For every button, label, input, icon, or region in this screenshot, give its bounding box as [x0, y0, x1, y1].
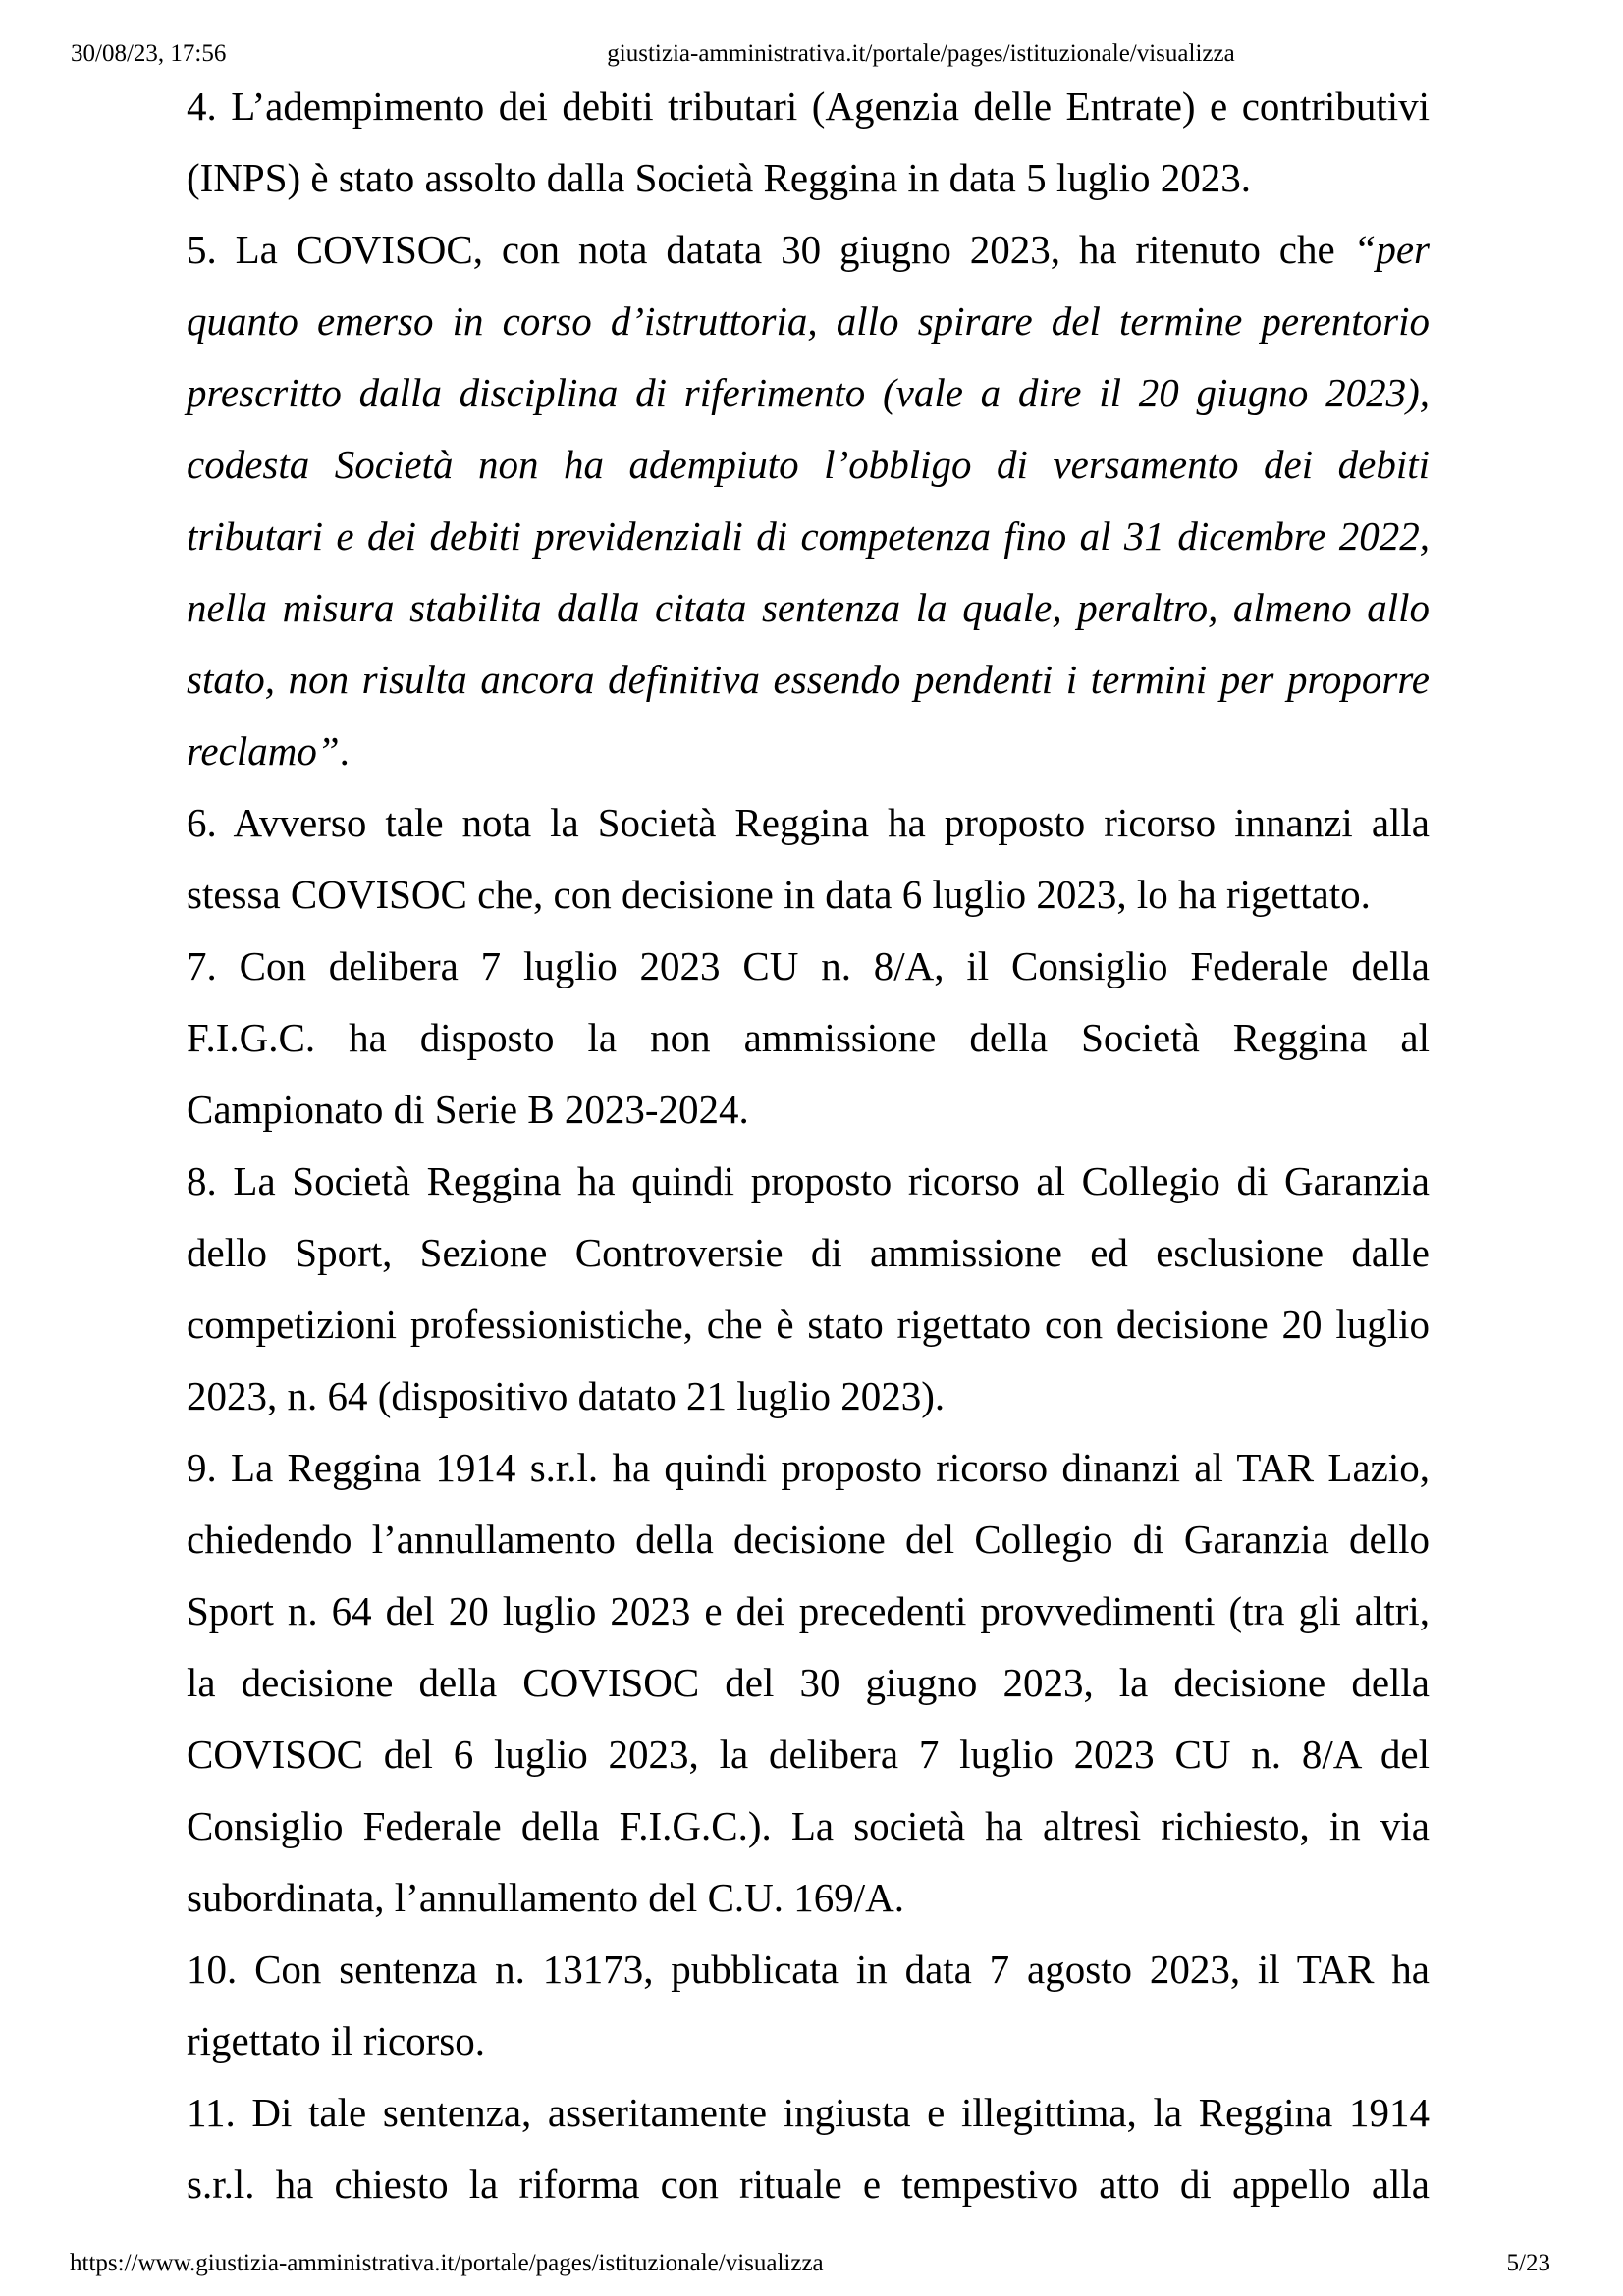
text-line — [187, 2005, 1430, 2077]
paragraph-4 — [187, 71, 1430, 214]
text-segment: 4. L’adempimento dei debiti tributari (Agenzia delle Entrate) e contributivi — [187, 83, 1430, 129]
text-segment: 10. Con sentenza n. 13173, pubblicata in data 7 agosto 2023, il TAR ha — [187, 1947, 1430, 1992]
text-segment: la decisione della COVISOC del 30 giugno 2023, la decisione della — [187, 1660, 1430, 1705]
text-segment: 11. Di tale sentenza, asseritamente ingiusta e illegittima, la Reggina 1914 — [187, 2090, 1430, 2135]
text-line — [187, 214, 1430, 286]
text-line — [187, 142, 1430, 214]
text-line — [187, 501, 1430, 572]
text-line — [187, 644, 1430, 716]
text-line — [187, 2149, 1430, 2220]
text-line — [187, 787, 1430, 859]
text-line — [187, 1504, 1430, 1575]
text-line — [187, 1074, 1430, 1146]
italic-text-segment: stato, non risulta ancora definitiva essendo pendenti i termini per proporre — [187, 657, 1430, 702]
text-line — [187, 1647, 1430, 1719]
paragraph-10 — [187, 1934, 1430, 2077]
italic-text-segment: nella misura stabilita dalla citata sentenza la quale, peraltro, almeno allo — [187, 585, 1430, 630]
paragraph-7 — [187, 931, 1430, 1146]
text-segment: dello Sport, Sezione Controversie di ammissione ed esclusione dalle — [187, 1230, 1430, 1275]
print-header-url: giustizia-amministrativa.it/portale/pages/istituzionale/visualizza — [607, 40, 1235, 67]
paragraph-5 — [187, 214, 1430, 787]
text-segment: F.I.G.C. ha disposto la non ammissione della Società Reggina al — [187, 1015, 1430, 1060]
text-line — [187, 716, 1430, 787]
text-line — [187, 1862, 1430, 1934]
document-body — [187, 71, 1430, 2220]
text-line — [187, 71, 1430, 142]
text-line — [187, 1002, 1430, 1074]
text-segment: (INPS) è stato assolto dalla Società Reggina in data 5 luglio 2023. — [187, 155, 1252, 200]
text-segment: Sport n. 64 del 20 luglio 2023 e dei precedenti provvedimenti (tra gli altri, — [187, 1588, 1430, 1633]
text-line — [187, 931, 1430, 1002]
italic-text-segment: “per — [1353, 227, 1430, 272]
text-line — [187, 1146, 1430, 1217]
text-line — [187, 1432, 1430, 1504]
text-segment: 2023, n. 64 (dispositivo datato 21 luglio 2023). — [187, 1373, 946, 1418]
paragraph-11 — [187, 2077, 1430, 2220]
text-segment: competizioni professionistiche, che è stato rigettato con decisione 20 luglio — [187, 1302, 1430, 1347]
text-segment: rigettato il ricorso. — [187, 2018, 485, 2063]
text-segment: 5. La COVISOC, con nota datata 30 giugno 2023, ha ritenuto che — [187, 227, 1354, 272]
text-line — [187, 572, 1430, 644]
text-line — [187, 1719, 1430, 1790]
text-segment: Consiglio Federale della F.I.G.C.). La società ha altresì richiesto, in via — [187, 1803, 1430, 1848]
text-line — [187, 357, 1430, 429]
text-segment: 7. Con delibera 7 luglio 2023 CU n. 8/A, il Consiglio Federale della — [187, 943, 1430, 988]
paragraph-9 — [187, 1432, 1430, 1934]
text-segment: COVISOC del 6 luglio 2023, la delibera 7 luglio 2023 CU n. 8/A del — [187, 1732, 1430, 1777]
print-footer-page-number: 5/23 — [1506, 2250, 1550, 2276]
text-line — [187, 1217, 1430, 1289]
text-line — [187, 1790, 1430, 1862]
text-segment: s.r.l. ha chiesto la riforma con rituale e tempestivo atto di appello alla — [187, 2162, 1430, 2207]
italic-text-segment: codesta Società non ha adempiuto l’obbligo di versamento dei debiti — [187, 442, 1430, 487]
paragraph-6 — [187, 787, 1430, 931]
text-segment: stessa COVISOC che, con decisione in data 6 luglio 2023, lo ha rigettato. — [187, 872, 1371, 917]
text-segment: 9. La Reggina 1914 s.r.l. ha quindi proposto ricorso dinanzi al TAR Lazio, — [187, 1445, 1430, 1490]
text-segment: 6. Avverso tale nota la Società Reggina ha proposto ricorso innanzi alla — [187, 800, 1430, 845]
text-line — [187, 859, 1430, 931]
italic-text-segment: reclamo” — [187, 728, 340, 774]
paragraph-8 — [187, 1146, 1430, 1432]
print-footer-url: https://www.giustizia-amministrativa.it/portale/pages/istituzionale/visualizza — [70, 2250, 824, 2276]
italic-text-segment: prescritto dalla disciplina di riferimento (vale a dire il 20 giugno 2023), — [187, 370, 1430, 415]
text-line — [187, 429, 1430, 501]
text-segment: subordinata, l’annullamento del C.U. 169/A. — [187, 1875, 905, 1920]
text-segment: chiedendo l’annullamento della decisione del Collegio di Garanzia dello — [187, 1517, 1430, 1562]
text-line — [187, 1361, 1430, 1432]
text-segment: Campionato di Serie B 2023-2024. — [187, 1087, 749, 1132]
text-segment: . — [339, 728, 350, 774]
italic-text-segment: quanto emerso in corso d’istruttoria, allo spirare del termine perentorio — [187, 298, 1430, 344]
print-header-datetime: 30/08/23, 17:56 — [71, 40, 227, 67]
text-line — [187, 1289, 1430, 1361]
text-segment: 8. La Società Reggina ha quindi proposto ricorso al Collegio di Garanzia — [187, 1158, 1430, 1203]
text-line — [187, 1934, 1430, 2005]
text-line — [187, 286, 1430, 357]
text-line — [187, 1575, 1430, 1647]
text-line — [187, 2077, 1430, 2149]
italic-text-segment: tributari e dei debiti previdenziali di competenza fino al 31 dicembre 2022, — [187, 513, 1430, 559]
